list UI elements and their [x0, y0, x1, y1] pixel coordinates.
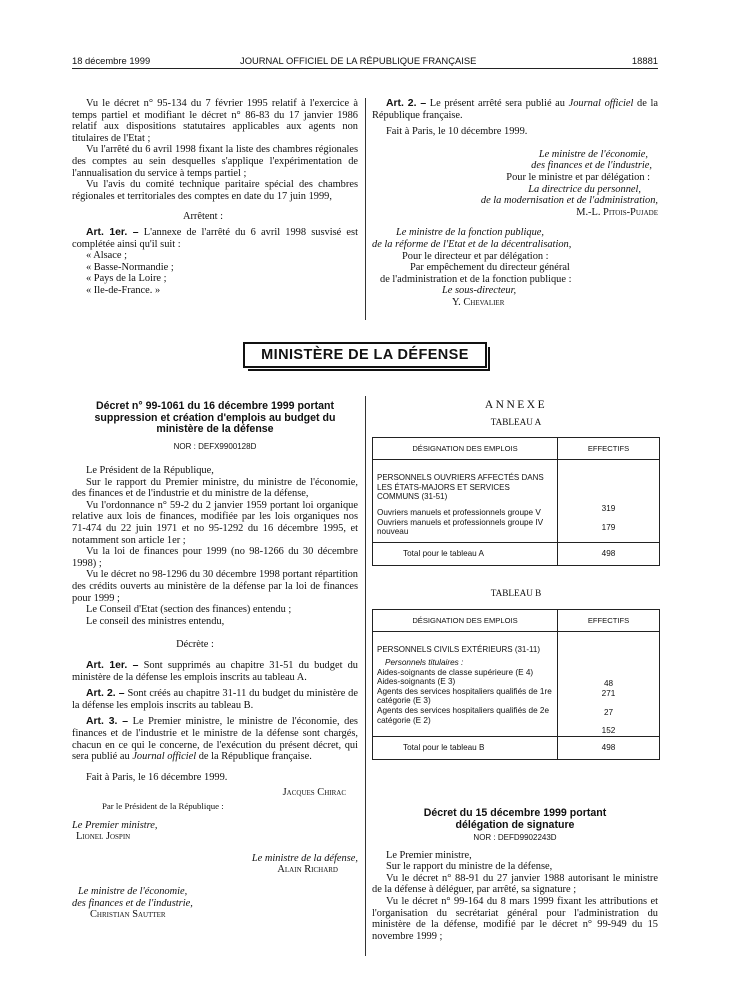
annex-list-item: « Basse-Normandie ;: [86, 261, 174, 273]
table-row: [373, 632, 660, 736]
arretent-heading: Arrêtent :: [182, 211, 224, 223]
column-header-effectifs: EFFECTIFS: [558, 438, 660, 460]
row-value: 152: [601, 726, 616, 736]
visa-paragraph: Vu le décret n° 88-91 du 27 janvier 1988 autorisant le ministre de la défense à déléguer, par arrêté, sa signature ;: [372, 872, 658, 896]
signatory-title: La directrice du personnel,: [528, 183, 641, 195]
arrete-continuation-right: [372, 98, 658, 309]
row-value: 319: [601, 504, 616, 514]
article-label: Art. 3. –: [86, 716, 129, 728]
row-value: 271: [601, 688, 616, 698]
visa-paragraph: Vu l'ordonnance n° 59-2 du 2 janvier 1959 portant loi organique relative aux lois de finances, modifiée par les lois organiques nos 71-474 du 22 juin 1971 et no 95-1292 du 16 décembre 1995, et notamment son article 1er ;: [72, 499, 358, 546]
signatory-title: Le ministre de l'économie,: [78, 885, 188, 897]
article-3: [72, 716, 358, 762]
article-1: [72, 660, 358, 683]
decree-title: Décret n° 99-1061 du 16 décembre 1999 portant suppression et création d'emplois au budget du ministère de la défense: [94, 400, 336, 435]
table-total-row: [373, 736, 660, 759]
visa-paragraph: Vu la loi de finances pour 1999 (no 98-1266 du 30 décembre 1998) ;: [72, 546, 358, 569]
total-label: Total pour le tableau B: [373, 736, 558, 759]
total-value: 498: [558, 736, 660, 759]
category-heading: PERSONNELS CIVILS EXTÉRIEURS (31-11): [377, 645, 541, 655]
row-label: Agents des services hospitaliers qualifiés de 2e catégorie (E 2): [377, 705, 550, 725]
header-rule: [72, 68, 658, 69]
visa-paragraph: Vu l'arrêté du 6 avril 1998 fixant la liste des chambres régionales des comptes au sein desquelles s'applique l'expérimentation de l'annualisation du service à temps partiel ;: [72, 144, 358, 179]
visa-paragraph: Vu le décret n° 95-134 du 7 février 1995 relatif à l'exercice à temps partiel et modifiant le décret n° 86-83 du 17 janvier 1986 relatif aux dispositions statutaires applicables aux agents non titulaires de l'Etat ;: [72, 98, 358, 144]
signature-block: [372, 149, 658, 219]
tableau-b-title: TABLEAU B: [490, 587, 542, 598]
article-text: L'annexe de l'arrêté du 6 avril 1998 susvisé est complétée ainsi qu'il suit :: [72, 226, 358, 250]
delegation-line: Pour le ministre et par délégation :: [506, 171, 650, 183]
visa-paragraph: Sur le rapport du ministre de la défense,: [386, 861, 553, 873]
article-label: Art. 2. –: [386, 98, 427, 109]
article-text: Sont créés au chapitre 31-11 du budget du ministère de la défense les emplois inscrits au tableau B.: [72, 688, 358, 711]
header-date: 18 décembre 1999: [72, 55, 151, 66]
signatory-title: Le sous-directeur,: [442, 285, 517, 297]
president-line: Le Président de la République,: [86, 465, 214, 477]
signatory-title: des finances et de l'industrie,: [531, 160, 652, 172]
decree-delegation: [372, 808, 658, 942]
article-2: [372, 98, 658, 121]
signatory-name: Lionel Jospin: [76, 831, 131, 843]
signatory-title: de la réforme de l'Etat et de la décentralisation,: [372, 238, 572, 250]
header-page-number: 18881: [631, 55, 658, 66]
journal-reference: Journal officiel: [568, 98, 634, 109]
article-text: de la République française.: [372, 98, 658, 121]
delegation-line: de l'administration et de la fonction publique :: [380, 273, 572, 285]
article-text: Le Premier ministre, le ministre de l'économie, des finances et de l'industrie et le ministre de la défense sont chargés, chacun en ce qui le concerne, de l'exécution du présent décret, qui sera publié au: [72, 716, 358, 763]
row-label: Aides-soignants de classe supérieure (E 4): [377, 667, 534, 677]
column-divider-bottom: [365, 396, 366, 956]
signature-block: [372, 227, 658, 239]
visa-paragraph: Sur le rapport du Premier ministre, du ministre de l'économie, des finances et de l'industrie et du ministre de la défense,: [72, 476, 358, 500]
subcategory-heading: Personnels titulaires :: [385, 657, 464, 667]
annex-list-item: « Ile-de-France. »: [86, 284, 161, 296]
article-label: Art. 1er. –: [86, 226, 139, 238]
decree-99-1061: [72, 401, 358, 921]
signatory-title: de la modernisation et de l'administration,: [480, 195, 658, 207]
column-header-designation: DÉSIGNATION DES EMPLOIS: [373, 438, 558, 460]
delegation-line: Par empêchement du directeur général: [410, 262, 570, 274]
table-cell: [373, 460, 558, 543]
category-heading: PERSONNELS OUVRIERS AFFECTÉS DANS LES ÉTATS-MAJORS ET SERVICES COMMUNS (31-51): [377, 473, 544, 502]
delegation-line: Pour le directeur et par délégation :: [402, 250, 549, 262]
total-label: Total pour le tableau A: [373, 542, 558, 565]
signatory-name: M.-L. Pitois-Pujade: [576, 206, 658, 218]
row-label: Ouvriers manuels et professionnels groupe V: [377, 507, 541, 517]
table-cell: [558, 632, 660, 736]
visa-paragraph: Le conseil des ministres entendu,: [86, 615, 225, 627]
table-cell: [558, 460, 660, 543]
signatory-title: des finances et de l'industrie,: [72, 897, 193, 909]
annexe-section: [372, 400, 660, 760]
row-value: 179: [601, 522, 616, 532]
decree-title: Décret du 15 décembre 1999 portant délégation de signature: [423, 807, 607, 831]
par-le-president: Par le Président de la République :: [102, 800, 224, 811]
table-cell: [373, 632, 558, 736]
annex-list-item: « Alsace ;: [86, 250, 127, 262]
total-value: 498: [558, 542, 660, 565]
visa-paragraph: Vu l'avis du comité technique paritaire spécial des chambres régionales et territoriales des comptes en date du 17 juin 1999,: [72, 179, 358, 202]
fait-a-paris: Fait à Paris, le 10 décembre 1999.: [386, 126, 528, 138]
table-row: [373, 460, 660, 543]
signatory-name: Christian Sautter: [90, 909, 166, 921]
decrete-heading: Décrète :: [176, 639, 214, 651]
column-header-effectifs: EFFECTIFS: [558, 610, 660, 632]
visa-paragraph: Le Premier ministre,: [386, 849, 472, 861]
header-journal-title: JOURNAL OFFICIEL DE LA RÉPUBLIQUE FRANÇAISE: [240, 55, 477, 66]
article-1: [72, 227, 358, 250]
row-value: 27: [603, 707, 614, 717]
annex-list-item: « Pays de la Loire ;: [86, 273, 167, 285]
column-header-designation: DÉSIGNATION DES EMPLOIS: [373, 610, 558, 632]
signatory-title: Le ministre de la défense,: [251, 852, 358, 864]
article-text: de la République française.: [198, 751, 312, 763]
nor-reference: NOR : DEFD9902243D: [473, 833, 557, 842]
row-label: Agents des services hospitaliers qualifiés de 1re catégorie (E 3): [377, 686, 552, 706]
journal-reference: Journal officiel: [132, 751, 197, 763]
article-label: Art. 1er. –: [86, 660, 139, 671]
visa-paragraph: Vu le décret n° 99-164 du 8 mars 1999 fixant les attributions et l'organisation du secrétariat général pour l'administration du ministère de la défense, modifié par le décret n° 99-949 du 15 novembre 1999 ;: [372, 895, 658, 942]
fait-a-paris: Fait à Paris, le 16 décembre 1999.: [86, 771, 228, 783]
row-label: Ouvriers manuels et professionnels groupe IV nouveau: [377, 517, 544, 537]
signatory-title: Le ministre de la fonction publique,: [396, 227, 544, 239]
tableau-b: [372, 609, 660, 759]
nor-reference: NOR : DEFX9900128D: [173, 441, 257, 451]
row-label: Aides-soignants (E 3): [377, 677, 456, 687]
signatory-name: Y. Chevalier: [452, 296, 505, 308]
signatory-title: Le ministre de l'économie,: [538, 148, 648, 160]
visa-paragraph: Vu le décret no 98-1296 du 30 décembre 1998 portant répartition des crédits ouverts au ministère de la défense par la loi de finances pour 1999 ;: [72, 569, 358, 604]
page-header: [72, 55, 658, 69]
visa-paragraph: Le Conseil d'Etat (section des finances) entendu ;: [86, 604, 292, 616]
annexe-title: ANNEXE: [484, 399, 548, 411]
row-value: 48: [603, 679, 614, 689]
article-text: Le présent arrêté sera publié au: [429, 98, 565, 109]
tableau-a-title: TABLEAU A: [490, 416, 542, 427]
article-label: Art. 2. –: [86, 688, 125, 700]
signatory-name: Alain Richard: [277, 864, 338, 876]
president-signature: Jacques Chirac: [282, 787, 346, 799]
signatory-title: Le Premier ministre,: [72, 819, 158, 831]
column-divider-top: [365, 98, 366, 320]
tableau-a: [372, 437, 660, 566]
table-total-row: [373, 542, 660, 565]
article-text: Sont supprimés au chapitre 31-51 du budget du ministère de la défense les emplois inscrits au tableau A.: [72, 660, 358, 683]
article-2: [72, 688, 358, 711]
ministry-banner: MINISTÈRE DE LA DÉFENSE: [243, 342, 487, 368]
arrete-continuation-left: [72, 98, 358, 297]
